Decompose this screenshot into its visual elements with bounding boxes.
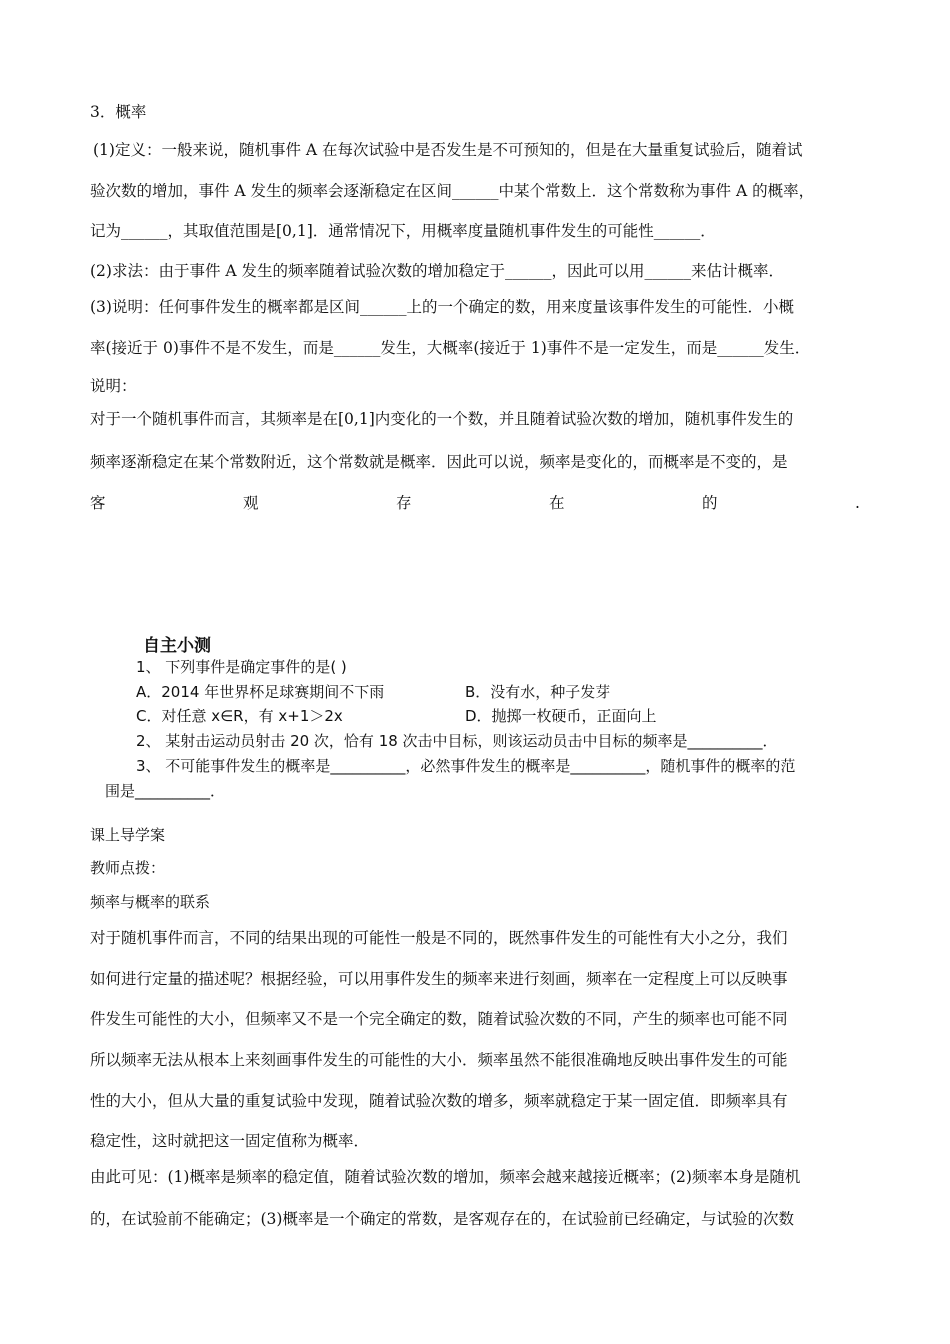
quiz-q1-option-d: D．抛掷一枚硬币，正面向上 — [465, 707, 657, 725]
conclusion-line-1: 由此可见：(1)概率是频率的稳定值，随着试验次数的增加，频率会越来越接近概率；(2)频率本身是随机 — [90, 1168, 801, 1186]
remark-char: 在 — [549, 494, 565, 512]
quiz-q1-option-b: B．没有水，种子发芽 — [465, 683, 611, 701]
quiz-question-3-cont: 围是__________． — [105, 782, 226, 800]
topic-heading: 频率与概率的联系 — [90, 893, 211, 911]
remark-char: 存 — [396, 494, 412, 512]
paragraph-line-5: 性的大小，但从大量的重复试验中发现，随着试验次数的增多，频率就稳定于某一固定值．即频率具有 — [90, 1092, 788, 1110]
definition-line-3: 记为______，其取值范围是[0,1]．通常情况下，用概率度量随机事件发生的可能性______． — [90, 222, 716, 240]
conclusion-line-2: 的，在试验前不能确定；(3)概率是一个确定的常数，是客观存在的，在试验前已经确定，与试验的次数 — [90, 1210, 794, 1228]
note-line-1: (3)说明：任何事件发生的概率都是区间______上的一个确定的数，用来度量该事件发生的可能性．小概 — [90, 298, 794, 316]
paragraph-line-1: 对于随机事件而言，不同的结果出现的可能性一般是不同的，既然事件发生的可能性有大小之分，我们 — [90, 929, 788, 947]
quiz-question-2: 2、 某射击运动员射击 20 次，恰有 18 次击中目标，则该运动员击中目标的频率是__________． — [136, 732, 778, 750]
definition-line-1: (1)定义：一般来说，随机事件 A 在每次试验中是否发生是不可预知的，但是在大量重复试验后，随着试 — [93, 141, 803, 159]
remark-label: 说明： — [90, 377, 137, 395]
note-line-2: 率(接近于 0)事件不是不发生，而是______发生，大概率(接近于 1)事件不是一定发生，而是______发生． — [90, 339, 811, 357]
paragraph-line-4: 所以频率无法从根本上来刻画事件发生的可能性的大小．频率虽然不能很准确地反映出事件发生的可能 — [90, 1051, 788, 1069]
remark-line-2: 频率逐渐稳定在某个常数附近，这个常数就是概率．因此可以说，频率是变化的，而概率是不变的，是 — [90, 453, 788, 471]
quiz-q1-option-c: C．对任意 x∈R，有 x+1＞2x — [136, 707, 343, 725]
remark-char: . — [855, 494, 860, 512]
teacher-tip-label: 教师点拨： — [90, 859, 166, 877]
remark-line-1: 对于一个随机事件而言，其频率是在[0,1]内变化的一个数，并且随着试验次数的增加，随机事件发生的 — [90, 410, 794, 428]
class-heading: 课上导学案 — [90, 826, 166, 844]
quiz-title: 自主小测 — [143, 636, 211, 656]
definition-line-2: 验次数的增加，事件 A 发生的频率会逐渐稳定在区间______中某个常数上．这个常数称为事件 A 的概率， — [90, 182, 815, 200]
section-heading: 3．概率 — [90, 103, 147, 121]
remark-line-3 — [90, 493, 860, 513]
remark-char: 观 — [243, 494, 259, 512]
method-line: (2)求法：由于事件 A 发生的频率随着试验次数的增加稳定于______，因此可以用______来估计概率． — [90, 262, 785, 280]
paragraph-line-6: 稳定性，这时就把这一固定值称为概率． — [90, 1132, 370, 1150]
remark-char: 的 — [702, 494, 718, 512]
paragraph-line-2: 如何进行定量的描述呢？根据经验，可以用事件发生的频率来进行刻画，频率在一定程度上可以反映事 — [90, 970, 788, 988]
quiz-q1-option-a: A．2014 年世界杯足球赛期间不下雨 — [136, 683, 385, 701]
remark-char: 客 — [90, 494, 106, 512]
paragraph-line-3: 件发生可能性的大小，但频率又不是一个完全确定的数，随着试验次数的不同，产生的频率也可能不同 — [90, 1010, 788, 1028]
quiz-question-1: 1、 下列事件是确定事件的是( ) — [136, 658, 347, 676]
quiz-question-3: 3、 不可能事件发生的概率是__________，必然事件发生的概率是__________，随机事件的概率的范 — [136, 757, 796, 775]
